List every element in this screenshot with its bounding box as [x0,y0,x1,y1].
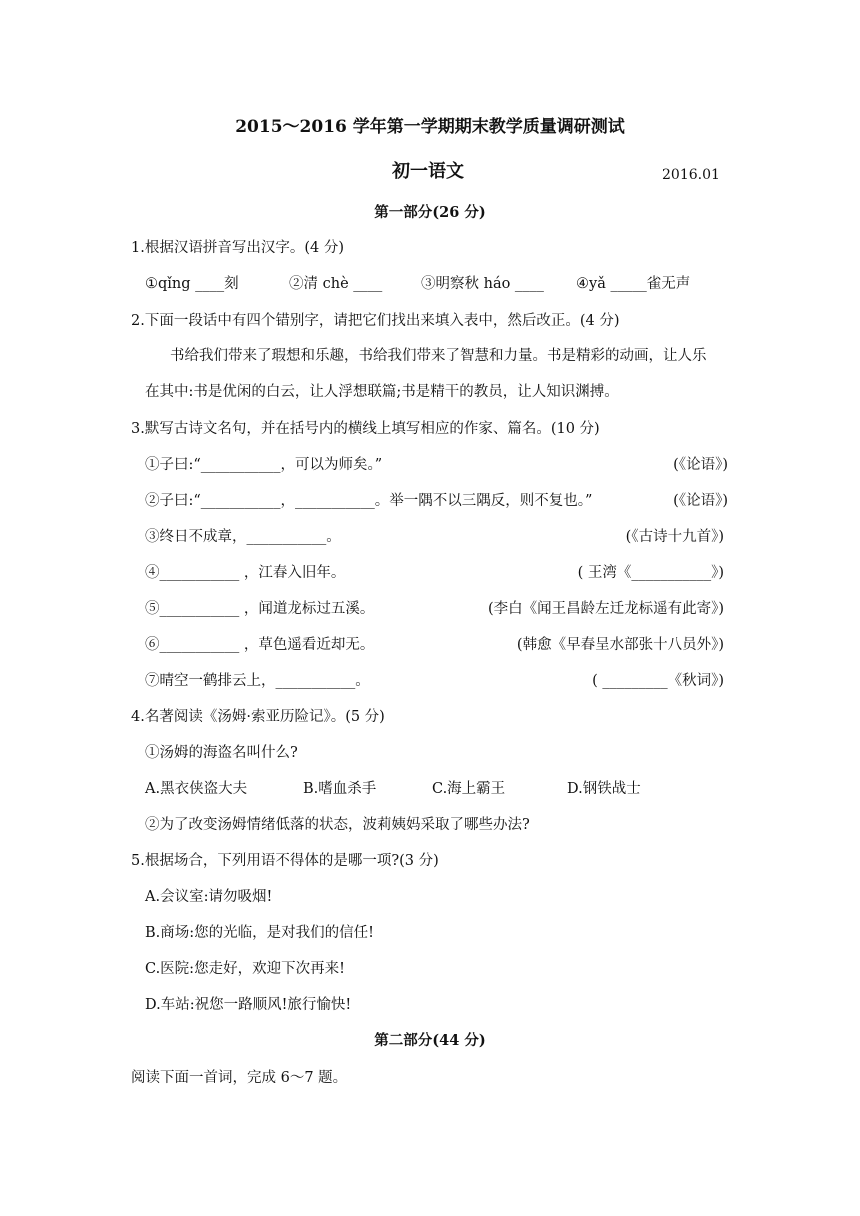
part2-heading: 第二部分(44 分) [374,1032,486,1049]
q5-option-d: D.车站:祝您一路顺风!旅行愉快! [145,997,352,1013]
q4-option-a: A.黑衣侠盗大夫 [145,781,248,797]
q1-item-2: ②清 chè ____ [289,276,383,292]
part2-intro: 阅读下面一首词，完成 6～7 题。 [131,1070,348,1086]
q3-source-1: (《论语》) [673,457,728,473]
q3-item-3: ③终日不成章，___________。 [145,529,341,545]
q4-subquestion-2: ②为了改变汤姆情绪低落的状态，波莉姨妈采取了哪些办法? [145,817,530,833]
q3-item-2: ②子曰:“___________，___________。举一隅不以三隅反，则不复也。” [145,493,593,509]
q3-source-2: (《论语》) [673,493,728,509]
q3-source-4: ( 王湾《___________》) [577,565,724,581]
q3-item-7: ⑦晴空一鹤排云上，___________。 [145,673,370,689]
q3-item-4: ④___________ ，江春入旧年。 [145,565,346,581]
q3-prompt: 3.默写古诗文名句，并在括号内的横线上填写相应的作家、篇名。(10 分) [131,421,600,437]
q1-prompt: 1.根据汉语拼音写出汉字。(4 分) [131,240,344,256]
q2-paragraph-line-1: 书给我们带来了瑕想和乐趣，书给我们带来了智慧和力量。书是精彩的动画，让人乐 [170,348,707,364]
q4-option-c: C.海上霸王 [432,781,506,797]
q5-option-b: B.商场:您的光临，是对我们的信任! [145,925,374,941]
q1-item-1: ①qǐng ____刻 [145,276,239,292]
q4-subquestion-1: ①汤姆的海盗名叫什么? [145,745,298,761]
q3-source-7: ( _________《秋词》) [592,673,724,689]
q3-item-6: ⑥___________ ，草色遥看近却无。 [145,637,375,653]
q2-paragraph-line-2: 在其中:书是优闲的白云，让人浮想联篇;书是精干的教员，让人知识渊搏。 [145,384,619,400]
q4-option-b: B.嗜血杀手 [303,781,377,797]
exam-date: 2016.01 [662,167,720,183]
q1-item-3: ③明察秋 háo ____ [421,276,544,292]
q5-option-c: C.医院:您走好，欢迎下次再来! [145,961,345,977]
part1-heading: 第一部分(26 分) [374,204,486,221]
q3-source-6: (韩愈《早春呈水部张十八员外》) [516,637,724,653]
q4-option-d: D.钢铁战士 [567,781,641,797]
q5-prompt: 5.根据场合，下列用语不得体的是哪一项?(3 分) [131,853,439,869]
q5-option-a: A.会议室:请勿吸烟! [145,889,273,905]
q3-source-5: (李白《闻王昌龄左迁龙标遥有此寄》) [487,601,724,617]
q3-item-1: ①子曰:“___________，可以为师矣。” [145,457,383,473]
q2-prompt: 2.下面一段话中有四个错别字，请把它们找出来填入表中，然后改正。(4 分) [131,313,620,329]
page-title: 2015～2016 学年第一学期期末教学质量调研测试 [235,117,625,137]
q3-item-5: ⑤___________ ，闻道龙标过五溪。 [145,601,375,617]
q4-prompt: 4.名著阅读《汤姆·索亚历险记》。(5 分) [131,709,385,725]
q1-item-4: ④yǎ _____雀无声 [576,276,691,292]
q3-source-3: (《古诗十九首》) [625,529,724,545]
subject-title: 初一语文 [392,161,464,182]
